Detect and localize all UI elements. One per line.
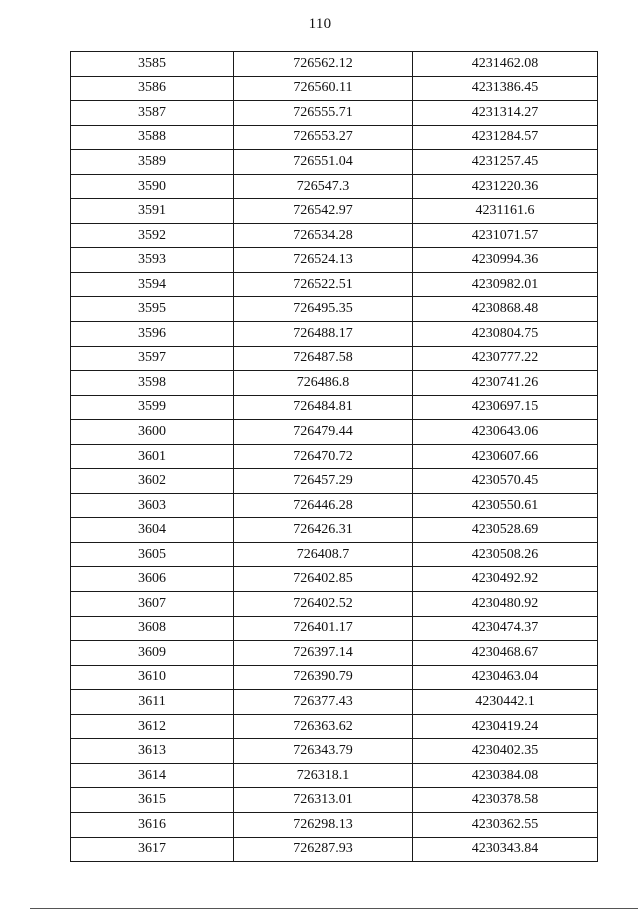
x-coordinate-cell: 726524.13	[234, 248, 413, 273]
table-row	[71, 150, 598, 175]
table-row	[71, 297, 598, 322]
x-coordinate-cell: 726488.17	[234, 322, 413, 347]
x-coordinate-cell: 726486.8	[234, 371, 413, 396]
point-number-cell: 3607	[71, 592, 234, 617]
table-row	[71, 616, 598, 641]
point-number-cell: 3595	[71, 297, 234, 322]
table-row	[71, 420, 598, 445]
y-coordinate-cell: 4231161.6	[413, 199, 598, 224]
table-row	[71, 444, 598, 469]
table-row	[71, 52, 598, 77]
y-coordinate-cell: 4230994.36	[413, 248, 598, 273]
table-row	[71, 76, 598, 101]
table-row	[71, 837, 598, 862]
y-coordinate-cell: 4230804.75	[413, 322, 598, 347]
x-coordinate-cell: 726555.71	[234, 101, 413, 126]
table-row	[71, 739, 598, 764]
x-coordinate-cell: 726390.79	[234, 665, 413, 690]
x-coordinate-cell: 726487.58	[234, 346, 413, 371]
point-number-cell: 3608	[71, 616, 234, 641]
y-coordinate-cell: 4230343.84	[413, 837, 598, 862]
y-coordinate-cell: 4230868.48	[413, 297, 598, 322]
table-row	[71, 125, 598, 150]
point-number-cell: 3612	[71, 714, 234, 739]
x-coordinate-cell: 726560.11	[234, 76, 413, 101]
y-coordinate-cell: 4230741.26	[413, 371, 598, 396]
y-coordinate-cell: 4230362.55	[413, 812, 598, 837]
point-number-cell: 3585	[71, 52, 234, 77]
point-number-cell: 3616	[71, 812, 234, 837]
x-coordinate-cell: 726408.7	[234, 542, 413, 567]
y-coordinate-cell: 4230777.22	[413, 346, 598, 371]
x-coordinate-cell: 726313.01	[234, 788, 413, 813]
table-row	[71, 322, 598, 347]
x-coordinate-cell: 726446.28	[234, 493, 413, 518]
x-coordinate-cell: 726479.44	[234, 420, 413, 445]
y-coordinate-cell: 4230474.37	[413, 616, 598, 641]
y-coordinate-cell: 4230480.92	[413, 592, 598, 617]
y-coordinate-cell: 4230643.06	[413, 420, 598, 445]
point-number-cell: 3606	[71, 567, 234, 592]
point-number-cell: 3589	[71, 150, 234, 175]
x-coordinate-cell: 726457.29	[234, 469, 413, 494]
x-coordinate-cell: 726287.93	[234, 837, 413, 862]
x-coordinate-cell: 726318.1	[234, 763, 413, 788]
table-row	[71, 101, 598, 126]
table-row	[71, 174, 598, 199]
x-coordinate-cell: 726542.97	[234, 199, 413, 224]
point-number-cell: 3610	[71, 665, 234, 690]
x-coordinate-cell: 726484.81	[234, 395, 413, 420]
point-number-cell: 3591	[71, 199, 234, 224]
point-number-cell: 3614	[71, 763, 234, 788]
y-coordinate-cell: 4230550.61	[413, 493, 598, 518]
y-coordinate-cell: 4230419.24	[413, 714, 598, 739]
bottom-rule	[30, 908, 638, 909]
x-coordinate-cell: 726562.12	[234, 52, 413, 77]
y-coordinate-cell: 4230982.01	[413, 272, 598, 297]
point-number-cell: 3590	[71, 174, 234, 199]
table-row	[71, 641, 598, 666]
table-row	[71, 665, 598, 690]
point-number-cell: 3598	[71, 371, 234, 396]
table-row	[71, 395, 598, 420]
x-coordinate-cell: 726402.52	[234, 592, 413, 617]
table-row	[71, 469, 598, 494]
y-coordinate-cell: 4230402.35	[413, 739, 598, 764]
table-row	[71, 493, 598, 518]
y-coordinate-cell: 4231071.57	[413, 223, 598, 248]
y-coordinate-cell: 4230463.04	[413, 665, 598, 690]
x-coordinate-cell: 726547.3	[234, 174, 413, 199]
point-number-cell: 3617	[71, 837, 234, 862]
point-number-cell: 3593	[71, 248, 234, 273]
y-coordinate-cell: 4230508.26	[413, 542, 598, 567]
table-row	[71, 248, 598, 273]
x-coordinate-cell: 726363.62	[234, 714, 413, 739]
table-row	[71, 199, 598, 224]
y-coordinate-cell: 4230607.66	[413, 444, 598, 469]
x-coordinate-cell: 726522.51	[234, 272, 413, 297]
y-coordinate-cell: 4230697.15	[413, 395, 598, 420]
y-coordinate-cell: 4231386.45	[413, 76, 598, 101]
y-coordinate-cell: 4230442.1	[413, 690, 598, 715]
y-coordinate-cell: 4231257.45	[413, 150, 598, 175]
coordinate-table-body	[71, 52, 598, 862]
point-number-cell: 3611	[71, 690, 234, 715]
y-coordinate-cell: 4231284.57	[413, 125, 598, 150]
table-row	[71, 714, 598, 739]
y-coordinate-cell: 4230492.92	[413, 567, 598, 592]
point-number-cell: 3601	[71, 444, 234, 469]
table-row	[71, 346, 598, 371]
y-coordinate-cell: 4230528.69	[413, 518, 598, 543]
table-row	[71, 812, 598, 837]
point-number-cell: 3602	[71, 469, 234, 494]
y-coordinate-cell: 4231220.36	[413, 174, 598, 199]
x-coordinate-cell: 726397.14	[234, 641, 413, 666]
x-coordinate-cell: 726298.13	[234, 812, 413, 837]
y-coordinate-cell: 4230378.58	[413, 788, 598, 813]
y-coordinate-cell: 4231314.27	[413, 101, 598, 126]
point-number-cell: 3600	[71, 420, 234, 445]
x-coordinate-cell: 726470.72	[234, 444, 413, 469]
table-row	[71, 763, 598, 788]
y-coordinate-cell: 4230384.08	[413, 763, 598, 788]
coordinate-table	[70, 51, 598, 862]
x-coordinate-cell: 726495.35	[234, 297, 413, 322]
x-coordinate-cell: 726534.28	[234, 223, 413, 248]
y-coordinate-cell: 4230468.67	[413, 641, 598, 666]
table-row	[71, 272, 598, 297]
x-coordinate-cell: 726401.17	[234, 616, 413, 641]
x-coordinate-cell: 726377.43	[234, 690, 413, 715]
point-number-cell: 3587	[71, 101, 234, 126]
y-coordinate-cell: 4231462.08	[413, 52, 598, 77]
x-coordinate-cell: 726551.04	[234, 150, 413, 175]
point-number-cell: 3603	[71, 493, 234, 518]
table-row	[71, 592, 598, 617]
point-number-cell: 3615	[71, 788, 234, 813]
point-number-cell: 3596	[71, 322, 234, 347]
point-number-cell: 3594	[71, 272, 234, 297]
point-number-cell: 3609	[71, 641, 234, 666]
table-row	[71, 690, 598, 715]
x-coordinate-cell: 726343.79	[234, 739, 413, 764]
x-coordinate-cell: 726426.31	[234, 518, 413, 543]
point-number-cell: 3604	[71, 518, 234, 543]
x-coordinate-cell: 726402.85	[234, 567, 413, 592]
point-number-cell: 3586	[71, 76, 234, 101]
point-number-cell: 3599	[71, 395, 234, 420]
table-row	[71, 542, 598, 567]
point-number-cell: 3605	[71, 542, 234, 567]
table-row	[71, 567, 598, 592]
point-number-cell: 3592	[71, 223, 234, 248]
table-row	[71, 788, 598, 813]
table-row	[71, 223, 598, 248]
page-number: 110	[308, 16, 332, 32]
table-row	[71, 518, 598, 543]
point-number-cell: 3588	[71, 125, 234, 150]
y-coordinate-cell: 4230570.45	[413, 469, 598, 494]
point-number-cell: 3597	[71, 346, 234, 371]
table-row	[71, 371, 598, 396]
point-number-cell: 3613	[71, 739, 234, 764]
x-coordinate-cell: 726553.27	[234, 125, 413, 150]
